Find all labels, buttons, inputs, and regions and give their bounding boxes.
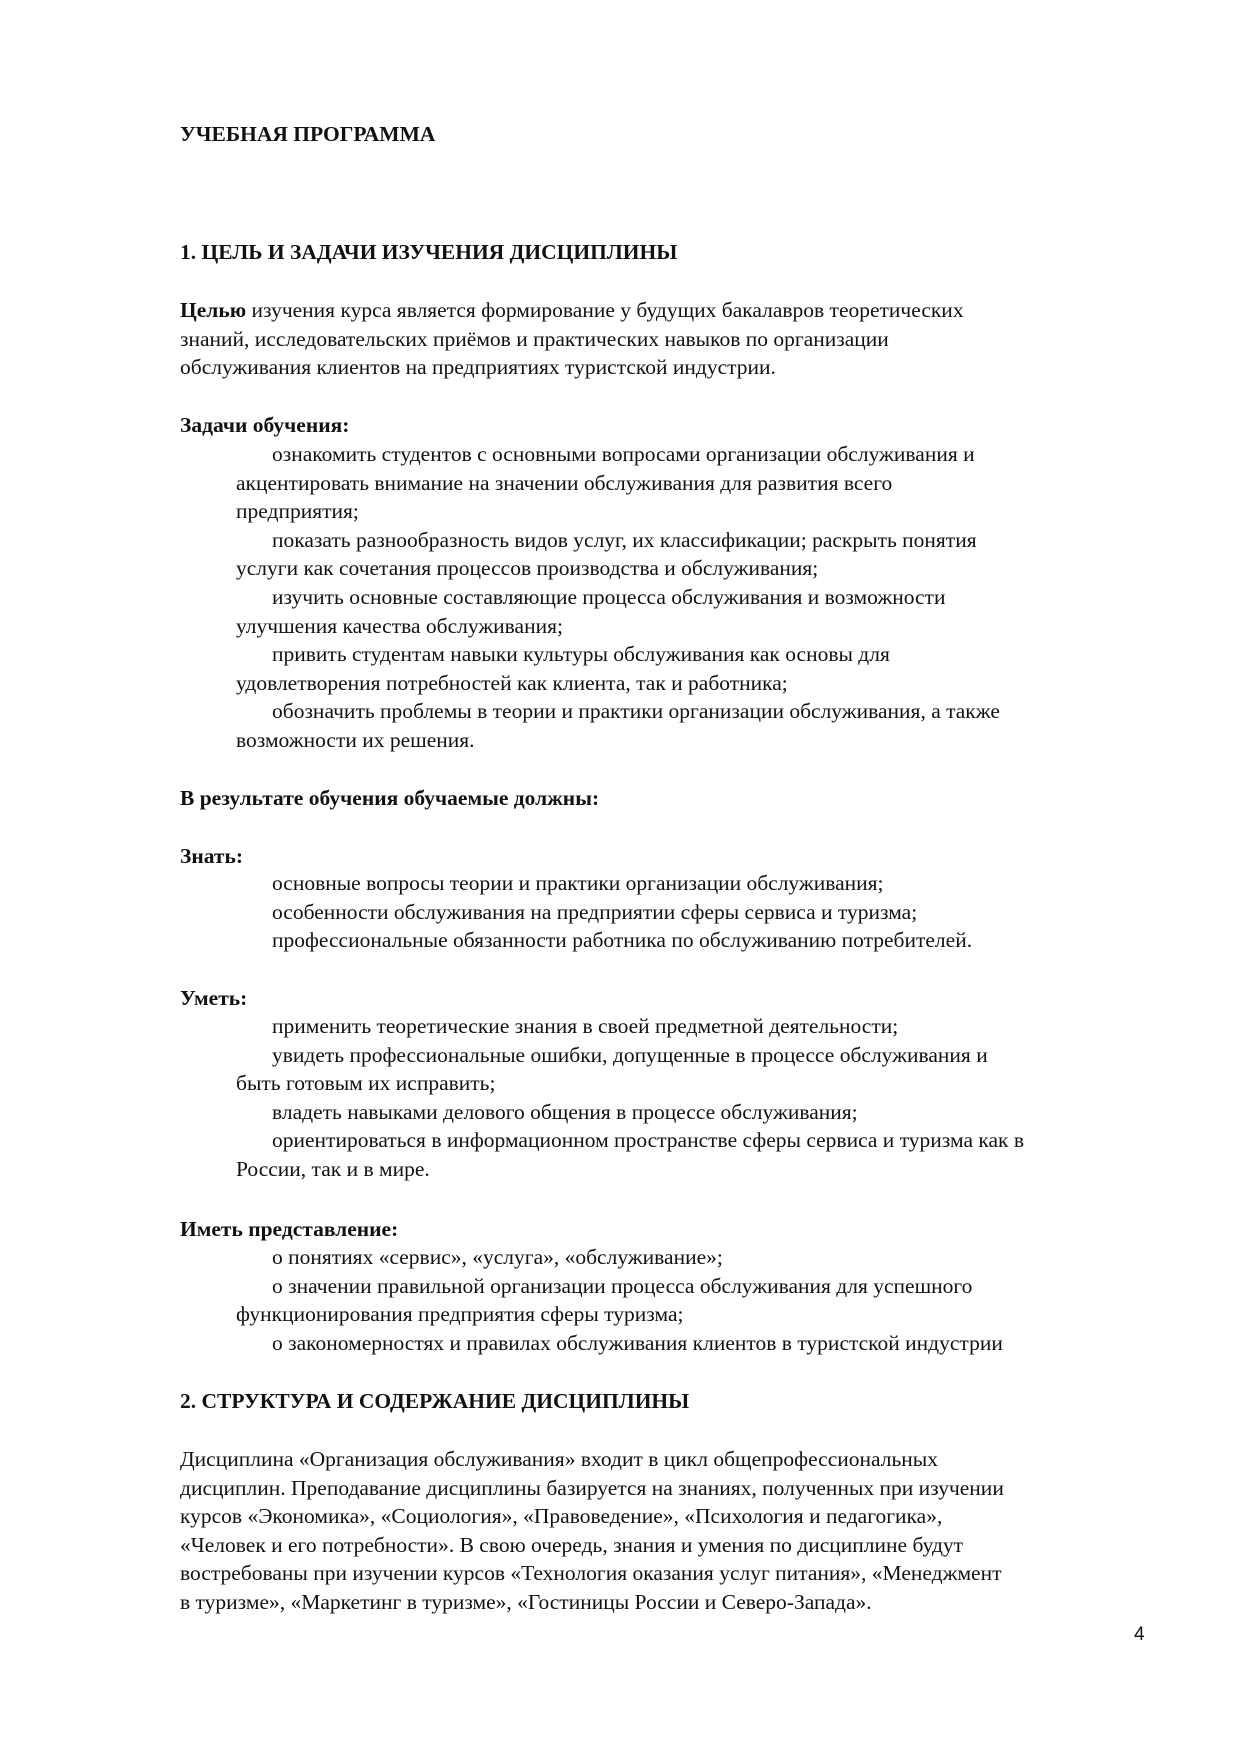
list-item-line: удовлетворения потребностей как клиента, так и работника; — [236, 670, 788, 695]
list-item-line: о значении правильной организации процесса обслуживания для успешного — [272, 1273, 973, 1298]
section-heading: 2. СТРУКТУРА И СОДЕРЖАНИЕ ДИСЦИПЛИНЫ — [180, 1389, 690, 1413]
list-item-line: возможности их решения. — [236, 728, 475, 752]
subsection-heading: Уметь: — [180, 986, 248, 1010]
list-item-line: применить теоретические знания в своей предметной деятельности; — [272, 1014, 899, 1038]
goal-bold-term: Целью — [180, 298, 247, 322]
list-item-line: акцентировать внимание на значении обслуживания для развития всего — [236, 470, 893, 495]
list-item-line: увидеть профессиональные ошибки, допущенные в процессе обслуживания и — [272, 1042, 988, 1067]
list-item-line: профессиональные обязанности работника по обслуживанию потребителей. — [272, 928, 973, 953]
list-item-line: привить студентам навыки культуры обслуживания как основы для — [272, 642, 890, 667]
goal-paragraph-line: обслуживания клиентов на предприятиях туристской индустрии. — [180, 355, 776, 380]
list-item-line: ознакомить студентов с основными вопросами организации обслуживания и — [272, 442, 975, 466]
list-item-line: особенности обслуживания на предприятии сферы сервиса и туризма; — [272, 899, 918, 924]
subsection-heading: В результате обучения обучаемые должны: — [180, 786, 600, 810]
list-item-line: изучить основные составляющие процесса обслуживания и возможности — [272, 585, 946, 609]
list-item-line: о закономерностях и правилах обслуживания клиентов в туристской индустрии — [272, 1330, 1003, 1355]
list-item-line: основные вопросы теории и практики организации обслуживания; — [272, 871, 884, 895]
paragraph-line: востребованы при изучении курсов «Технология оказания услуг питания», «Менеджмент — [180, 1561, 1002, 1586]
document-title: УЧЕБНАЯ ПРОГРАММА — [180, 122, 436, 146]
goal-text: изучения курса является формирование у будущих бакалавров теоретических — [246, 298, 964, 322]
goal-paragraph-line: знаний, исследовательских приёмов и практических навыков по организации — [180, 326, 889, 351]
list-item-line: владеть навыками делового общения в процессе обслуживания; — [272, 1099, 858, 1124]
section-heading: 1. ЦЕЛЬ И ЗАДАЧИ ИЗУЧЕНИЯ ДИСЦИПЛИНЫ — [180, 240, 678, 264]
list-item-line: показать разнообразность видов услуг, их классификации; раскрыть понятия — [272, 527, 977, 552]
page-number: 4 — [1134, 1624, 1145, 1645]
subsection-heading: Знать: — [180, 844, 244, 868]
paragraph-line: Дисциплина «Организация обслуживания» входит в цикл общепрофессиональных — [180, 1447, 938, 1471]
list-item-line: о понятиях «сервис», «услуга», «обслуживание»; — [272, 1245, 723, 1269]
paragraph-line: «Человек и его потребности». В свою очередь, знания и умения по дисциплине будут — [180, 1532, 964, 1557]
subsection-heading: Иметь представление: — [180, 1217, 399, 1241]
subsection-heading: Задачи обучения: — [180, 413, 350, 437]
paragraph-line: в туризме», «Маркетинг в туризме», «Гостиницы России и Северо-Запада». — [180, 1590, 872, 1614]
goal-paragraph-line — [180, 296, 964, 324]
list-item-line: улучшения качества обслуживания; — [236, 613, 563, 638]
paragraph-line: дисциплин. Преподавание дисциплины базируется на знаниях, полученных при изучении — [180, 1475, 1004, 1500]
list-item-line: функционирования предприятия сферы туризма; — [236, 1302, 684, 1327]
list-item-line: предприятия; — [236, 499, 359, 524]
list-item-line: ориентироваться в информационном пространстве сферы сервиса и туризма как в — [272, 1128, 1025, 1153]
list-item-line: обозначить проблемы в теории и практики организации обслуживания, а также — [272, 699, 1000, 724]
list-item-line: быть готовым их исправить; — [236, 1071, 496, 1096]
list-item-line: услуги как сочетания процессов производства и обслуживания; — [236, 556, 819, 581]
paragraph-line: курсов «Экономика», «Социология», «Правоведение», «Психология и педагогика», — [180, 1504, 943, 1529]
list-item-line: России, так и в мире. — [236, 1157, 430, 1181]
